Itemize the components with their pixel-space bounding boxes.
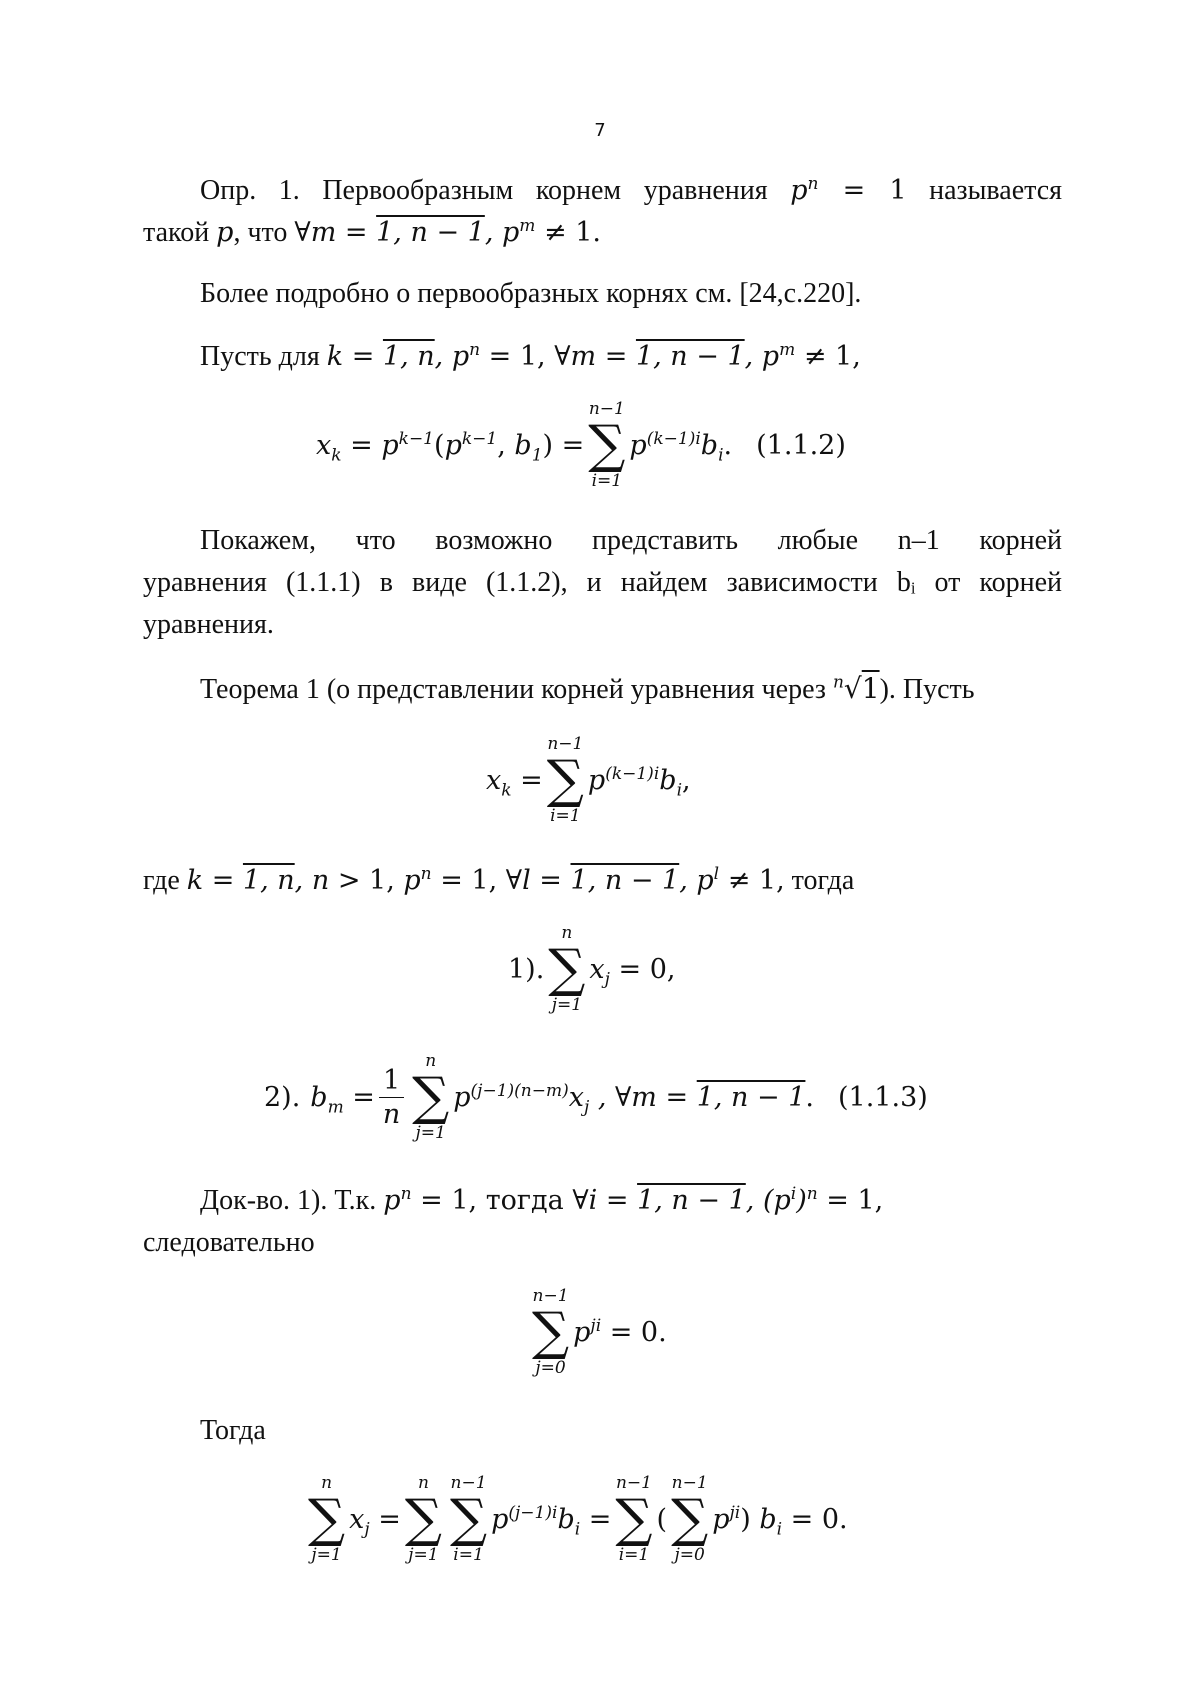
definition-1-lead: Опр. 1. Первообразным корнем уравнения: [200, 175, 768, 206]
equation-label: (1.1.2): [756, 429, 846, 461]
nth-root-of-one: $^n$√1: [832, 672, 880, 705]
reference-text: Более подробно о первообразных корнях см. [24,с.220].: [200, 278, 862, 309]
definition-1-equation: $p^n = 1$: [790, 174, 907, 206]
proof-equation-sum-powers: n−1 ∑ j=0 $p^{ji}$ = 0.: [532, 1286, 667, 1378]
equation-1-1-2: $x_k$ = $p^{k-1}$ ( $p^{k-1}$ , $b_1$ ) = n−1 ∑ i=1 $p^{(k-1)i}b_i$ . (1.1.2): [316, 399, 846, 491]
show-paragraph-line3: уравнения.: [143, 609, 274, 640]
theorem-item-1: 1). n ∑ j=1 $x_j$ = 0,: [508, 923, 676, 1015]
proof-final-equation: n ∑ j=1 $x_j$ = n ∑ j=1 n−1 ∑ i=1 $p^{(j-1)i}b_i$ = n−1 ∑ i=1 ( n−1 ∑ j=0 $p^{ji}$ ) $b_i$ = 0.: [308, 1473, 848, 1565]
fraction-one-over-n: $\frac{1}{n}$: [379, 1067, 404, 1128]
show-paragraph-line1: Покажем, что возможно представить любые n–1 корней: [200, 525, 1062, 556]
sum-operator: n ∑ j=1: [308, 1473, 346, 1565]
definition-1-line2: такой p, что ∀m = 1, n − 1, $p^m \ne 1$.: [143, 216, 601, 248]
proof-line2: следовательно: [143, 1227, 315, 1258]
equation-label: (1.1.3): [838, 1081, 928, 1113]
let-statement: Пусть для k = 1, n, $p^n = 1$, ∀m = 1, n − 1, $p^m \ne 1$,: [200, 340, 861, 372]
sum-operator: n−1 ∑ i=1: [588, 399, 626, 491]
sum-operator: n−1 ∑ i=1: [546, 734, 584, 826]
show-paragraph-line2: уравнения (1.1.1) в виде (1.1.2), и найдем зависимости bᵢ от корней: [143, 567, 1062, 598]
sum-operator: n ∑ j=1: [548, 923, 586, 1015]
sum-operator: n−1 ∑ j=0: [671, 1473, 709, 1565]
definition-1-tail: называется: [929, 175, 1063, 206]
page-number: 7: [594, 120, 606, 141]
sum-operator: n ∑ j=1: [404, 1473, 442, 1565]
definition-1-line1: [200, 170, 1062, 212]
sum-operator: n ∑ j=1: [412, 1051, 450, 1143]
theorem-1-statement: Теорема 1 (о представлении корней уравнения через $^n$√1). Пусть: [200, 672, 975, 705]
proof-line1: Док-во. 1). Т.к. $p^n = 1$, тогда ∀i = 1, n − 1, $(p^i)^n = 1$,: [200, 1184, 884, 1216]
theorem-equation-xk: $x_k$ = n−1 ∑ i=1 $p^{(k-1)i}b_i$ ,: [486, 734, 691, 826]
sum-operator: n−1 ∑ j=0: [532, 1286, 570, 1378]
sum-operator: n−1 ∑ i=1: [615, 1473, 653, 1565]
theorem-item-2: 2). $b_m$ = $\frac{1}{n}$ n ∑ j=1 $p^{(j-1)(n-m)}x_j$ , ∀m = 1, n − 1 . (1.1.3): [264, 1051, 928, 1143]
where-clause: где k = 1, n, n > 1, $p^n = 1$, ∀l = 1, n − 1, $p^l \ne 1$, тогда: [143, 864, 855, 896]
then-text: Тогда: [200, 1415, 266, 1446]
sum-operator: n−1 ∑ i=1: [449, 1473, 488, 1565]
range-overline: 1, n − 1: [376, 217, 485, 248]
